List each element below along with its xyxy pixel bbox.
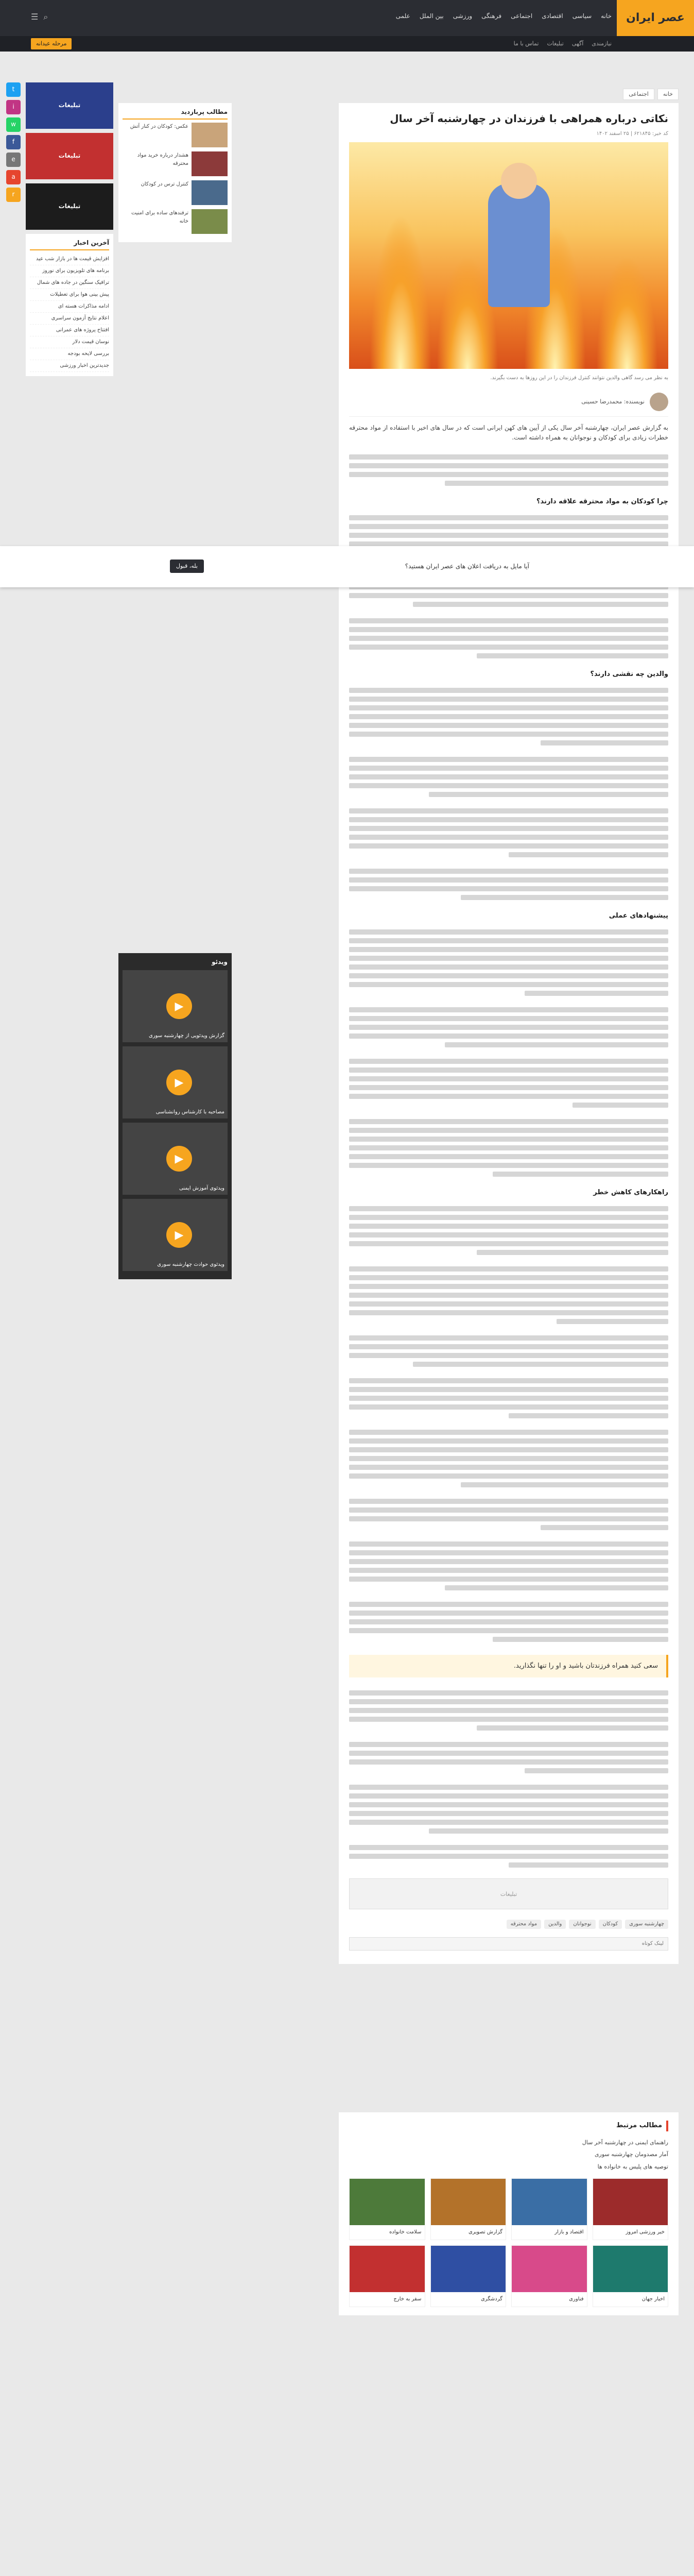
- card-image: [512, 2246, 587, 2292]
- nav-item[interactable]: فرهنگی: [481, 12, 502, 20]
- paragraph: [339, 1736, 679, 1779]
- section-title: مطالب مرتبط: [349, 2121, 668, 2131]
- article-container: [339, 103, 679, 1964]
- nav-item[interactable]: سیاسی: [572, 12, 592, 20]
- flame-shape: [596, 256, 658, 369]
- paragraph: [339, 1113, 679, 1182]
- breadcrumb-item[interactable]: خانه: [657, 89, 679, 100]
- list-item[interactable]: توصیه های پلیس به خانواده ها: [597, 2163, 668, 2170]
- play-icon[interactable]: ▶: [166, 1146, 192, 1172]
- nav-item[interactable]: اقتصادی: [542, 12, 563, 20]
- news-card[interactable]: [593, 2178, 669, 2240]
- search-icon[interactable]: ⌕: [43, 12, 48, 22]
- figure-head: [501, 163, 537, 199]
- news-card[interactable]: [511, 2178, 587, 2240]
- paragraph: [339, 1424, 679, 1493]
- video-item[interactable]: [123, 1199, 228, 1271]
- news-card[interactable]: [511, 2245, 587, 2307]
- tag-list: [339, 1914, 679, 1934]
- paragraph: [339, 1002, 679, 1053]
- list-item[interactable]: آمار مصدومان چهارشنبه سوری: [594, 2151, 668, 2158]
- paragraph: [339, 1685, 679, 1736]
- card-title: اخبار جهان: [641, 2296, 665, 2302]
- list-item[interactable]: اعلام نتایج آزمون سراسری: [30, 313, 109, 325]
- card-title: گردشگری: [481, 2296, 502, 2302]
- tag[interactable]: نوجوانان: [569, 1920, 595, 1929]
- ad-banner[interactable]: تبلیغات: [26, 183, 113, 230]
- nav-item[interactable]: خانه: [601, 12, 612, 20]
- list-item[interactable]: بررسی لایحه بودجه: [30, 348, 109, 360]
- twitter-icon[interactable]: t: [6, 82, 21, 97]
- popup-accept-button[interactable]: بله، قبول: [170, 560, 204, 573]
- mini-item[interactable]: [123, 180, 228, 205]
- subheading: والدین چه نقشی دارند؟: [590, 670, 668, 679]
- video-item[interactable]: [123, 970, 228, 1042]
- list-item[interactable]: افتتاح پروژه های عمرانی: [30, 325, 109, 336]
- paragraph: [339, 803, 679, 863]
- paragraph: [339, 1200, 679, 1261]
- quote-box: سعی کنید همراه فرزندتان باشید و او را تنها نگذارید.: [349, 1655, 668, 1678]
- mini-title: ترفندهای ساده برای امنیت خانه: [131, 210, 188, 225]
- latest-news-box: [26, 234, 113, 376]
- card-title: گزارش تصویری: [468, 2229, 502, 2235]
- site-logo[interactable]: عصر ایران: [617, 0, 694, 36]
- figure-body: [488, 183, 550, 307]
- article-title: نکاتی درباره همراهی با فرزندان در چهارشنبه آخر سال: [390, 112, 668, 125]
- mini-image: [192, 209, 228, 234]
- author-name[interactable]: نویسنده: محمدرضا حسینی: [581, 398, 645, 405]
- video-caption: ویدئوی آموزش ایمنی: [179, 1185, 224, 1192]
- paragraph: [339, 1536, 679, 1596]
- subheading: راهکارهای کاهش خطر: [593, 1188, 668, 1196]
- article-meta: کد خبر: ۶۲۱۸۴۵ | ۲۵ اسفند ۱۴۰۲: [596, 131, 668, 137]
- article-lead: به گزارش عصر ایران، چهارشنبه آخر سال یکی از آیین های کهن ایرانی است که در سال های اخیر با استفاده از مواد محترقه خطرات زیادی برای کودکان و نوجوانان به همراه داشته است.: [349, 424, 668, 442]
- whatsapp-icon[interactable]: w: [6, 117, 21, 132]
- social-bar: [0, 82, 21, 205]
- middle-sidebar: [118, 103, 232, 1284]
- paragraph: [339, 1372, 679, 1424]
- play-icon[interactable]: ▶: [166, 1070, 192, 1095]
- ad-banner[interactable]: تبلیغات: [26, 133, 113, 179]
- mini-title: هشدار درباره خرید مواد محترقه: [137, 152, 188, 167]
- paragraph: [339, 751, 679, 803]
- mini-title: کنترل ترس در کودکان: [141, 181, 188, 188]
- list-item[interactable]: پیش بینی هوا برای تعطیلات: [30, 289, 109, 301]
- instagram-icon[interactable]: i: [6, 100, 21, 114]
- paragraph: [339, 1779, 679, 1839]
- sub-nav-item[interactable]: نیازمندی: [592, 40, 612, 47]
- mini-image: [192, 123, 228, 147]
- rss-icon[interactable]: r: [6, 188, 21, 202]
- paragraph: [339, 613, 679, 664]
- facebook-icon[interactable]: f: [6, 135, 21, 149]
- list-item[interactable]: ترافیک سنگین در جاده های شمال: [30, 277, 109, 289]
- image-caption: به نظر می رسد گاهی والدین نتوانند کنترل فرزندان را در این روزها به دست بگیرند.: [490, 375, 668, 381]
- nav-item[interactable]: بین الملل: [419, 12, 444, 20]
- related-list: [349, 2137, 668, 2173]
- mini-item[interactable]: [123, 209, 228, 234]
- menu-icon[interactable]: ☰: [31, 12, 39, 22]
- shortlink-field[interactable]: لینک کوتاه: [349, 1937, 668, 1951]
- flame-shape: [370, 214, 431, 369]
- mini-image: [192, 151, 228, 176]
- card-grid: [349, 2178, 668, 2307]
- paragraph: [339, 1596, 679, 1648]
- ad-banner[interactable]: تبلیغات: [26, 82, 113, 129]
- paragraph: [339, 1261, 679, 1330]
- news-card[interactable]: [349, 2178, 425, 2240]
- card-image: [350, 2179, 425, 2225]
- paragraph: [339, 682, 679, 751]
- card-title: خبر ورزشی امروز: [626, 2229, 665, 2235]
- list-item[interactable]: نوسان قیمت دلار: [30, 336, 109, 348]
- news-card[interactable]: [430, 2245, 507, 2307]
- card-image: [431, 2179, 506, 2225]
- inline-ad[interactable]: تبلیغات: [349, 1878, 668, 1909]
- news-card[interactable]: [430, 2178, 507, 2240]
- list-item[interactable]: ادامه مذاکرات هسته ای: [30, 301, 109, 313]
- paragraph: [339, 1839, 679, 1873]
- author-row: [349, 387, 668, 417]
- list-item[interactable]: جدیدترین اخبار ورزشی: [30, 360, 109, 372]
- news-card[interactable]: [593, 2245, 669, 2307]
- paragraph: [339, 863, 679, 906]
- video-section-title: ویدئو: [212, 958, 228, 966]
- popular-box: [118, 103, 232, 242]
- video-caption: گزارش ویدئویی از چهارشنبه سوری: [149, 1033, 224, 1039]
- list-item[interactable]: برنامه های تلویزیون برای نوروز: [30, 265, 109, 277]
- tag[interactable]: کودکان: [599, 1920, 622, 1929]
- top-icons: [31, 10, 48, 24]
- mini-item[interactable]: [123, 151, 228, 176]
- card-image: [512, 2179, 587, 2225]
- paragraph: [339, 924, 679, 1002]
- tag[interactable]: مواد محترقه: [507, 1920, 541, 1929]
- left-sidebar: [26, 82, 113, 381]
- nav-item[interactable]: اجتماعی: [511, 12, 533, 20]
- video-caption: مصاحبه با کارشناس روانشناسی: [155, 1109, 224, 1115]
- box-title: مطالب پربازدید: [123, 107, 228, 120]
- nav-item[interactable]: علمی: [395, 12, 410, 20]
- popup-message: آیا مایل به دریافت اعلان های عصر ایران هستید؟: [405, 563, 529, 570]
- aparat-icon[interactable]: a: [6, 170, 21, 184]
- news-card[interactable]: [349, 2245, 425, 2307]
- top-bar: [0, 0, 694, 36]
- card-title: سفر به خارج: [393, 2296, 422, 2302]
- nav-item[interactable]: ورزشی: [453, 12, 473, 20]
- paragraph: [339, 1330, 679, 1372]
- breadcrumb-item[interactable]: اجتماعی: [623, 89, 654, 100]
- sub-nav: [514, 39, 612, 48]
- play-icon[interactable]: ▶: [166, 1222, 192, 1248]
- tag[interactable]: چهارشنبه سوری: [625, 1920, 668, 1929]
- related-section: [339, 2112, 679, 2315]
- list-item[interactable]: راهنمای ایمنی در چهارشنبه آخر سال: [582, 2139, 668, 2146]
- paragraph: [339, 449, 679, 492]
- card-title: فناوری: [569, 2296, 584, 2302]
- sub-nav-item[interactable]: تماس با ما: [513, 40, 539, 47]
- email-icon[interactable]: e: [6, 152, 21, 167]
- box-title: آخرین اخبار: [30, 238, 109, 250]
- card-image: [431, 2246, 506, 2292]
- subheading: پیشنهادهای عملی: [609, 911, 668, 920]
- card-image: [350, 2246, 425, 2292]
- video-caption: ویدئوی حوادث چهارشنبه سوری: [157, 1262, 224, 1268]
- video-box: [118, 953, 232, 1279]
- tag[interactable]: والدین: [544, 1920, 566, 1929]
- sub-bar: [0, 36, 694, 52]
- card-image: [593, 2246, 668, 2292]
- paragraph: [339, 1493, 679, 1536]
- play-icon[interactable]: ▶: [166, 993, 192, 1019]
- mini-title: عکس: کودکان در کنار آتش: [130, 124, 188, 130]
- sub-nav-item[interactable]: آگهی: [571, 40, 584, 47]
- video-item[interactable]: [123, 1046, 228, 1118]
- mini-item[interactable]: [123, 123, 228, 147]
- sub-nav-item[interactable]: تبلیغات: [547, 40, 564, 47]
- special-button[interactable]: مرحله عیدانه: [31, 38, 72, 49]
- list-item[interactable]: افزایش قیمت ها در بازار شب عید: [30, 253, 109, 265]
- notification-popup: [0, 546, 694, 587]
- card-image: [593, 2179, 668, 2225]
- hero-image: [349, 142, 668, 369]
- main-nav: [396, 11, 612, 21]
- video-item[interactable]: [123, 1123, 228, 1195]
- mini-image: [192, 180, 228, 205]
- card-title: سلامت خانواده: [389, 2229, 422, 2235]
- subheading: چرا کودکان به مواد محترقه علاقه دارند؟: [536, 498, 668, 506]
- avatar: [650, 393, 668, 411]
- card-title: اقتصاد و بازار: [554, 2229, 584, 2235]
- breadcrumb: [623, 89, 679, 100]
- paragraph: [339, 1053, 679, 1113]
